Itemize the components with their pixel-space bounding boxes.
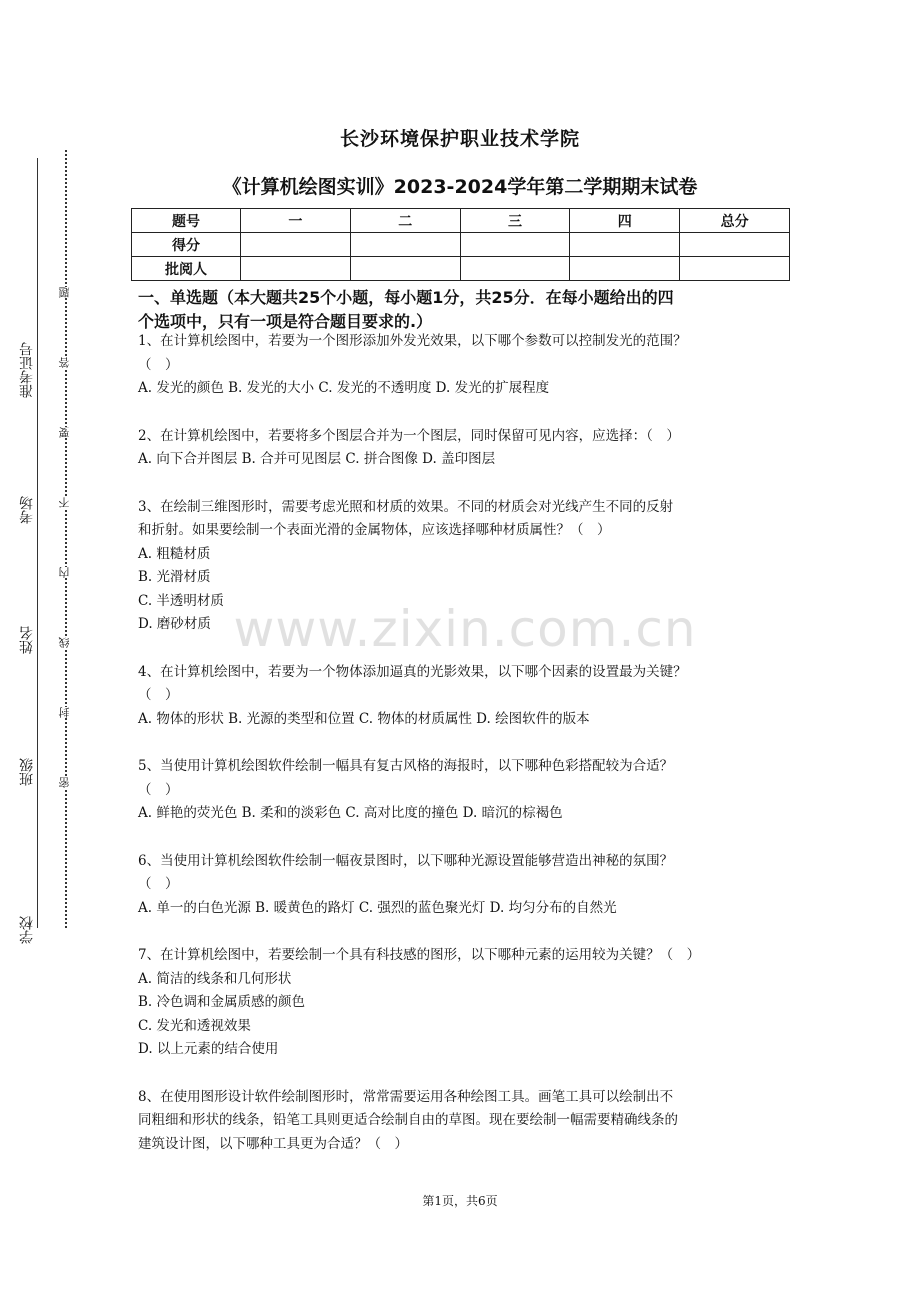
question-line: 5、当使用计算机绘图软件绘制一幅具有复古风格的海报时，以下哪种色彩搭配较为合适？ [138,758,674,774]
seal-char: 密 [57,777,75,788]
option: B. 光滑材质 [138,569,211,585]
page-footer: 第1页，共6页 [422,1194,498,1208]
table-cell[interactable] [350,257,460,281]
question-4 [138,661,790,732]
question-line: 建筑设计图，以下哪种工具更为合适？（ ） [138,1135,408,1152]
option: D. 磨砂材质 [138,616,211,632]
binding-solid-line [37,158,38,928]
seal-char: 答 [57,357,75,368]
answer-blank: （ ） [138,356,179,373]
question-2 [138,425,790,472]
table-cell: 批阅人 [132,257,241,281]
seal-char: 题 [57,287,75,298]
question-line: 3、在绘制三维图形时，需要考虑光照和材质的效果。不同的材质会对光线产生不同的反射 [138,498,674,515]
options-line: A. 单一的白色光源 B. 暖黄色的路灯 C. 强烈的蓝色聚光灯 D. 均匀分布的自然光 [138,899,617,916]
options-line: A. 鲜艳的荧光色 B. 柔和的淡彩色 C. 高对比度的撞色 D. 暗沉的棕褐色 [138,805,563,821]
table-cell[interactable] [241,257,351,281]
binding-dotted-line [65,150,67,928]
question-6 [138,850,790,921]
option: A. 简洁的线条和几何形状 [138,970,292,987]
table-cell[interactable] [570,257,680,281]
options-line: A. 向下合并图层 B. 合并可见图层 C. 拼合图像 D. 盖印图层 [138,451,496,467]
question-line: 2、在计算机绘图中，若要将多个图层合并为一个图层，同时保留可见内容，应选择：（ ） [138,427,680,444]
table-cell: 总分 [680,209,790,233]
option: C. 发光和透视效果 [138,1017,251,1034]
name-label: 姓名 [19,626,35,654]
table-cell: 一 [241,209,351,233]
seal-char: 线 [57,637,75,648]
options-line: A. 物体的形状 B. 光源的类型和位置 C. 物体的材质属性 D. 绘图软件的版本 [138,710,590,727]
question-1 [138,330,790,401]
seal-char: 要 [57,427,75,438]
section-heading-line: 个选项中，只有一项是符合题目要求的.） [138,312,433,331]
table-row [132,257,790,281]
watermark: www.zixin.com.cn [233,600,697,658]
question-7 [138,944,790,1062]
question-line: 6、当使用计算机绘图软件绘制一幅夜景图时，以下哪种光源设置能够营造出神秘的氛围？ [138,852,674,869]
exam-title: 《计算机绘图实训》2023-2024学年第二学期期末试卷 [222,176,698,198]
school-name: 长沙环境保护职业技术学院 [339,128,580,150]
question-8 [138,1086,790,1157]
exam-room-label: 考场 [19,496,35,524]
answer-blank: （ ） [138,876,179,892]
options-line: A. 发光的颜色 B. 发光的大小 C. 发光的不透明度 D. 发光的扩展程度 [138,380,550,396]
option: C. 半透明材质 [138,592,224,609]
question-line: 7、在计算机绘图中，若要绘制一个具有科技感的图形，以下哪种元素的运用较为关键？（ ） [138,947,701,963]
table-row [132,209,790,233]
exam-id-label: 准考证号 [19,342,35,398]
answer-blank: （ ） [138,687,179,703]
question-line: 1、在计算机绘图中，若要为一个图形添加外发光效果，以下哪个参数可以控制发光的范围？ [138,333,687,349]
option: A. 粗糙材质 [138,545,211,562]
table-cell: 二 [350,209,460,233]
class-label: 班级 [19,758,35,786]
seal-char: 不 [57,497,75,508]
question-list [138,330,790,1180]
table-cell[interactable] [570,233,680,257]
table-cell: 题号 [132,209,241,233]
option: D. 以上元素的结合使用 [138,1041,279,1057]
question-line: 同粗细和形状的线条，铅笔工具则更适合绘制自由的草图。现在要绘制一幅需要精确线条的 [138,1112,678,1128]
question-5 [138,755,790,826]
seal-char: 封 [57,707,75,718]
seal-char: 内 [57,567,75,578]
table-cell[interactable] [680,257,790,281]
table-cell: 三 [460,209,570,233]
school-label: 学校 [19,916,35,944]
table-cell[interactable] [460,233,570,257]
table-cell[interactable] [460,257,570,281]
section-heading [138,286,788,334]
question-line: 4、在计算机绘图中，若要为一个物体添加逼真的光影效果，以下哪个因素的设置最为关键？ [138,663,687,680]
table-cell: 四 [570,209,680,233]
score-table [131,208,790,281]
option: B. 冷色调和金属质感的颜色 [138,994,306,1010]
table-cell[interactable] [241,233,351,257]
table-cell[interactable] [350,233,460,257]
table-row [132,233,790,257]
table-cell: 得分 [132,233,241,257]
question-line: 8、在使用图形设计软件绘制图形时，常常需要运用各种绘图工具。画笔工具可以绘制出不 [138,1088,674,1105]
answer-blank: （ ） [138,781,179,798]
table-cell[interactable] [680,233,790,257]
question-line: 和折射。如果要绘制一个表面光滑的金属物体，应该选择哪种材质属性？（ ） [138,522,611,538]
section-heading-line: 一、单选题（本大题共25个小题，每小题1分，共25分．在每小题给出的四 [138,288,674,307]
